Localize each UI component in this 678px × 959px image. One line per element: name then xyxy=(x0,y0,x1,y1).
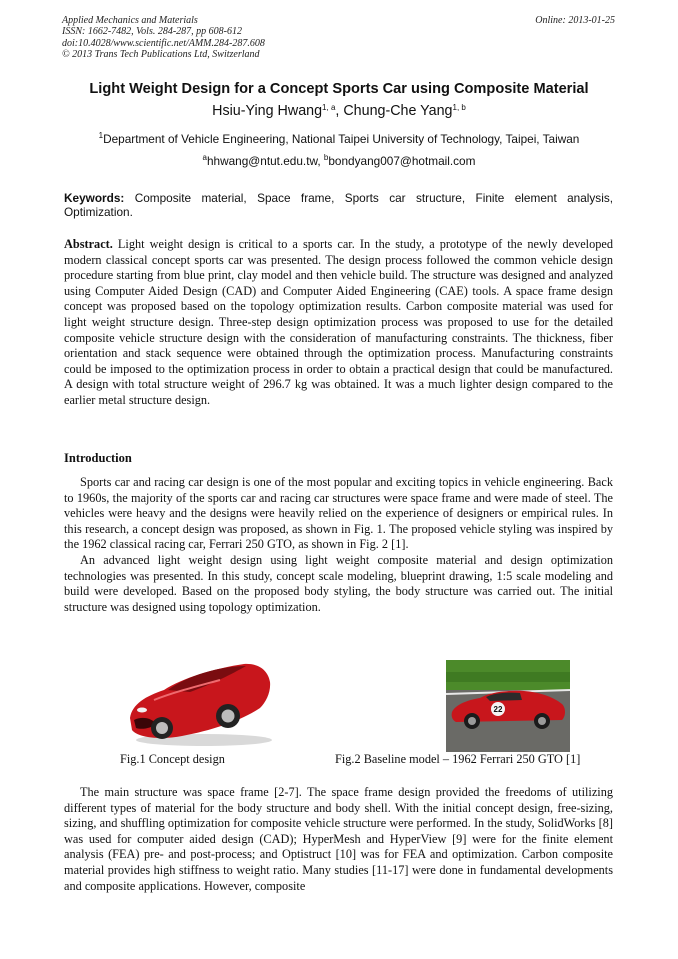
headlight xyxy=(137,708,147,713)
email-a-sup: a xyxy=(202,153,207,162)
author-separator: , xyxy=(335,103,344,119)
doi-line: doi:10.4028/www.scientific.net/AMM.284-287.608 xyxy=(62,37,265,49)
race-number: 22 xyxy=(493,705,503,714)
author-line xyxy=(0,103,678,119)
email-b-sup: b xyxy=(323,153,329,162)
rear-rim xyxy=(222,710,235,723)
author-1-sup: 1, a xyxy=(322,103,336,112)
main-structure-body xyxy=(64,785,613,894)
abstract-text: Light weight design is critical to a sports car. In the study, a prototype of the newly developed modern classical concept sports car was presented. The design process followed the common vehicle design procedure starting from blue print, clay model and then vehicle build. The structure was designed and analyzed using Computer Aided Design (CAD) and Computer Aided Engineering (CAE) tools. A space frame design concept was proposed based on the topology optimization results. Carbon composite material was used for light weight structure design. Three-step design optimization process was proposed to use for the detailed composite vehicle structure design with the consideration of manufacturing constraints. The thickness, fiber orientation and stack sequence were obtained through the optimization process. Manufacturing constraints could be imposed to the optimization process in order to obtain a practical design that could be manufactured. A design with total structure weight of 296.7 kg was obtained. It was a much lighter design compared to the earlier metal structure design. xyxy=(64,237,614,407)
email-separator: , xyxy=(317,154,324,168)
fig2-caption: Fig.2 Baseline model – 1962 Ferrari 250 GTO [1] xyxy=(335,752,581,766)
fig1-caption: Fig.1 Concept design xyxy=(120,752,225,766)
copyright-line: © 2013 Trans Tech Publications Ltd, Switzerland xyxy=(62,49,260,61)
intro-paragraph-2: An advanced light weight design using light weight composite material and design optimization technologies was presented. In this study, concept scale modeling, blueprint drawing, 1:5 scale modeling and build were developed. Based on the proposed body styling, the body structure was carried out. The initial structure was designed using topology optimization. xyxy=(64,552,613,614)
concept-car-figure xyxy=(124,658,274,750)
grass-band xyxy=(446,672,570,682)
keywords-text: Composite material, Space frame, Sports car structure, Finite element analysis, Optimization. xyxy=(64,191,613,219)
introduction-body xyxy=(64,475,613,615)
author-2-name: Chung-Che Yang xyxy=(343,103,453,119)
ferrari-front-rim xyxy=(468,717,476,725)
intro-paragraph-1: Sports car and racing car design is one of the most popular and exciting topics in vehicle engineering. Back to 1960s, the majority of the sports car and racing car structures were space frame and were made of steel. The vehicles were heavy and the designs were heavily relied on the experience of designers or empirical rules. In this research, a concept design was proposed, as shown in Fig. 1. The proposed vehicle styling was inspired by the 1962 classical racing car, Ferrari 250 GTO, as shown in Fig. 2 [1]. xyxy=(64,475,613,552)
affiliation-sup: 1 xyxy=(98,131,104,140)
affiliation xyxy=(0,131,678,146)
email-line xyxy=(0,153,678,168)
front-rim xyxy=(156,722,168,734)
online-date: Online: 2013-01-25 xyxy=(535,15,615,26)
paper-title: Light Weight Design for a Concept Sports Car using Composite Material xyxy=(89,81,589,97)
main-structure-paragraph: The main structure was space frame [2-7]. The space frame design provided the freedoms of utilizing different types of material for the body structure and body shell. With the initial concept design, free-sizing, sizing, and shuffling optimization for composite vehicle structure were performed. In the study, SolidWorks [8] was used for computer aided design (CAD); HyperMesh and HyperView [9] were for the finite element analysis (FEA) pre- and post-process; and Optistruct [10] was for FEA and optimization. Carbon composite material provides high stiffness to weight ratio. Many studies [11-17] were done in fundamental developments and composite applications. However, composite xyxy=(64,785,613,893)
introduction-heading: Introduction xyxy=(64,451,132,465)
abstract-label: Abstract. xyxy=(64,237,113,251)
email-b[interactable]: bondyang007@hotmail.com xyxy=(328,154,476,168)
issn-line: ISSN: 1662-7482, Vols. 284-287, pp 608-612 xyxy=(62,26,242,38)
author-2-sup: 1, b xyxy=(452,103,466,112)
journal-header xyxy=(62,15,265,61)
author-1-name: Hsiu-Ying Hwang xyxy=(212,103,323,119)
abstract-block xyxy=(64,237,613,409)
keywords-label: Keywords: xyxy=(64,191,125,205)
keywords-block xyxy=(64,191,613,219)
ferrari-rear-rim xyxy=(538,717,546,725)
ferrari-photo-figure xyxy=(446,660,570,752)
email-a[interactable]: hhwang@ntut.edu.tw xyxy=(206,154,318,168)
affiliation-text: Department of Vehicle Engineering, National Taipei University of Technology, Taipei, Taiwan xyxy=(103,132,580,146)
journal-name: Applied Mechanics and Materials xyxy=(62,15,198,26)
